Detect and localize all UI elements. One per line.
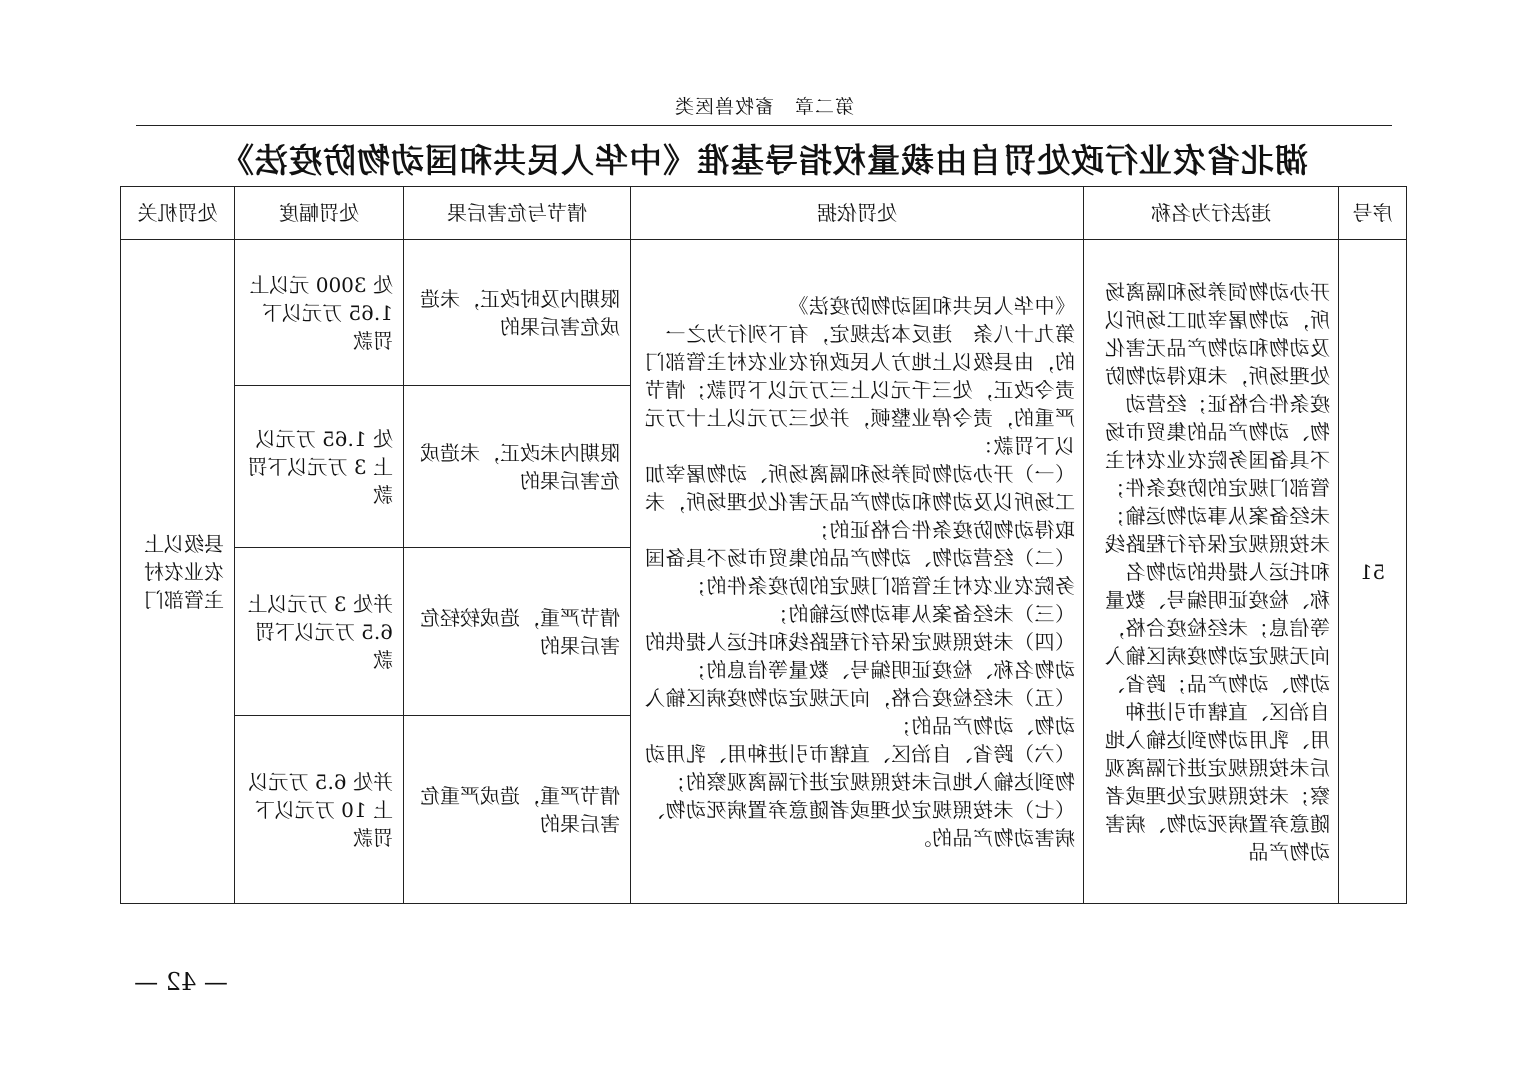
circumstance-text: 情节严重，造成严重危害后果的: [420, 783, 620, 836]
column-header-basis: 处罚依据: [631, 187, 1084, 240]
penalty-cell: [235, 548, 404, 716]
basis-clause: （一）开办动物饲养场和隔离场所、动物屠宰加工场所以及动物和动物产品无害化处理场所，未取得动物防疫条件合格证的；: [644, 461, 1075, 542]
penalty-text: 并处 6.5 万元以上 10 万元以下罚款: [248, 769, 393, 850]
column-header-violation: 违法行为名称: [1084, 187, 1339, 240]
column-header-number: 序号: [1339, 187, 1407, 240]
basis-clause: （四）未按照规定保存行程路线和托运人提供的动物名称、检疫证明编号、数量等信息的；: [644, 629, 1075, 682]
basis-law-name: 《中华人民共和国动物防疫法》: [788, 293, 1075, 318]
column-header-penalty: 处罚幅度: [235, 187, 404, 240]
basis-clause: （五）未经检疫合格，向无规定动物疫病区输入动物、动物产品的；: [644, 685, 1075, 738]
basis-article: 第九十八条 违反本法规定，有下列行为之一的，由县级以上地方人民政府农业农村主管部门责令改正，处三千元以上三万元以下罚款；情节严重的，责令停业整顿，并处三万元以上十万元以下罚款：: [644, 321, 1075, 458]
penalty-table: [120, 186, 1407, 904]
table-header-row: [121, 187, 1407, 240]
circumstance-cell: [404, 386, 631, 548]
penalty-cell: [235, 716, 404, 904]
document-title: 湖北省农业行政处罚自由裁量权指导基准《中华人民共和国动物防疫法》: [220, 141, 1308, 180]
penalty-cell: [235, 386, 404, 548]
column-header-circumstance: 情节与危害后果: [404, 187, 631, 240]
circumstance-cell: [404, 548, 631, 716]
column-header-authority: 处罚机关: [121, 187, 235, 240]
circumstance-cell: [404, 716, 631, 904]
circumstance-text: 限期内及时改正，未造成危害后果的: [420, 286, 620, 339]
row-number: 51: [1339, 240, 1407, 904]
header-divider: [136, 125, 1392, 126]
violation-text: 开办动物饲养场和隔离场所，动物屠宰加工场所以及动物和动物产品无害化处理场所，未取得动物防疫条件合格证；经营动物、动物产品的集贸市场不具备国务院农业农村主管部门规定的防疫条件；未经备案从事动物运输；未按照规定保存行程路线和托运人提供的动物名称、检疫证明编号、数量等信息；未经检疫合格，向无规定动物疫病区输入动物、动物产品；跨省、自治区、直辖市引进种用、乳用动物到达输入地后未按照规定进行隔离观察；未按照规定处理或者随意弃置病死动物、病害动物产品: [1104, 279, 1330, 864]
table-row: [121, 240, 1407, 386]
basis-clause: （三）未经备案从事动物运输的；: [767, 601, 1075, 626]
circumstance-text: 限期内未改正，未造成危害后果的: [420, 440, 620, 493]
violation-cell: [1084, 240, 1339, 904]
authority-cell: [121, 240, 235, 904]
basis-text: [631, 288, 1083, 856]
basis-cell: [631, 240, 1084, 904]
page-number: — 42 —: [134, 968, 228, 996]
circumstance-cell: [404, 240, 631, 386]
circumstance-text: 情节严重，造成较轻危害后果的: [420, 605, 620, 658]
basis-clause: （六）跨省、自治区、直辖市引进种用、乳用动物到达输入地后未按照规定进行隔离观察的；: [644, 741, 1075, 794]
penalty-cell: [235, 240, 404, 386]
basis-clause: （七）未按照规定处理或者随意弃置病死动物、病害动物产品的。: [644, 797, 1075, 850]
basis-clause: （二）经营动物、动物产品的集贸市场不具备国务院农业农村主管部门规定的防疫条件的；: [644, 545, 1075, 598]
penalty-text: 并处 3 万元以上 6.5 万元以下罚款: [247, 591, 393, 672]
penalty-text: 处 1.65 万元以上 3 万元以下罚款: [247, 426, 393, 507]
chapter-header: 第二章 畜牧兽医类: [674, 96, 855, 118]
authority-text: 县级以上农业农村主管部门: [144, 531, 224, 612]
penalty-text: 处 3000 元以上 1.65 万元以下罚款: [249, 272, 393, 353]
